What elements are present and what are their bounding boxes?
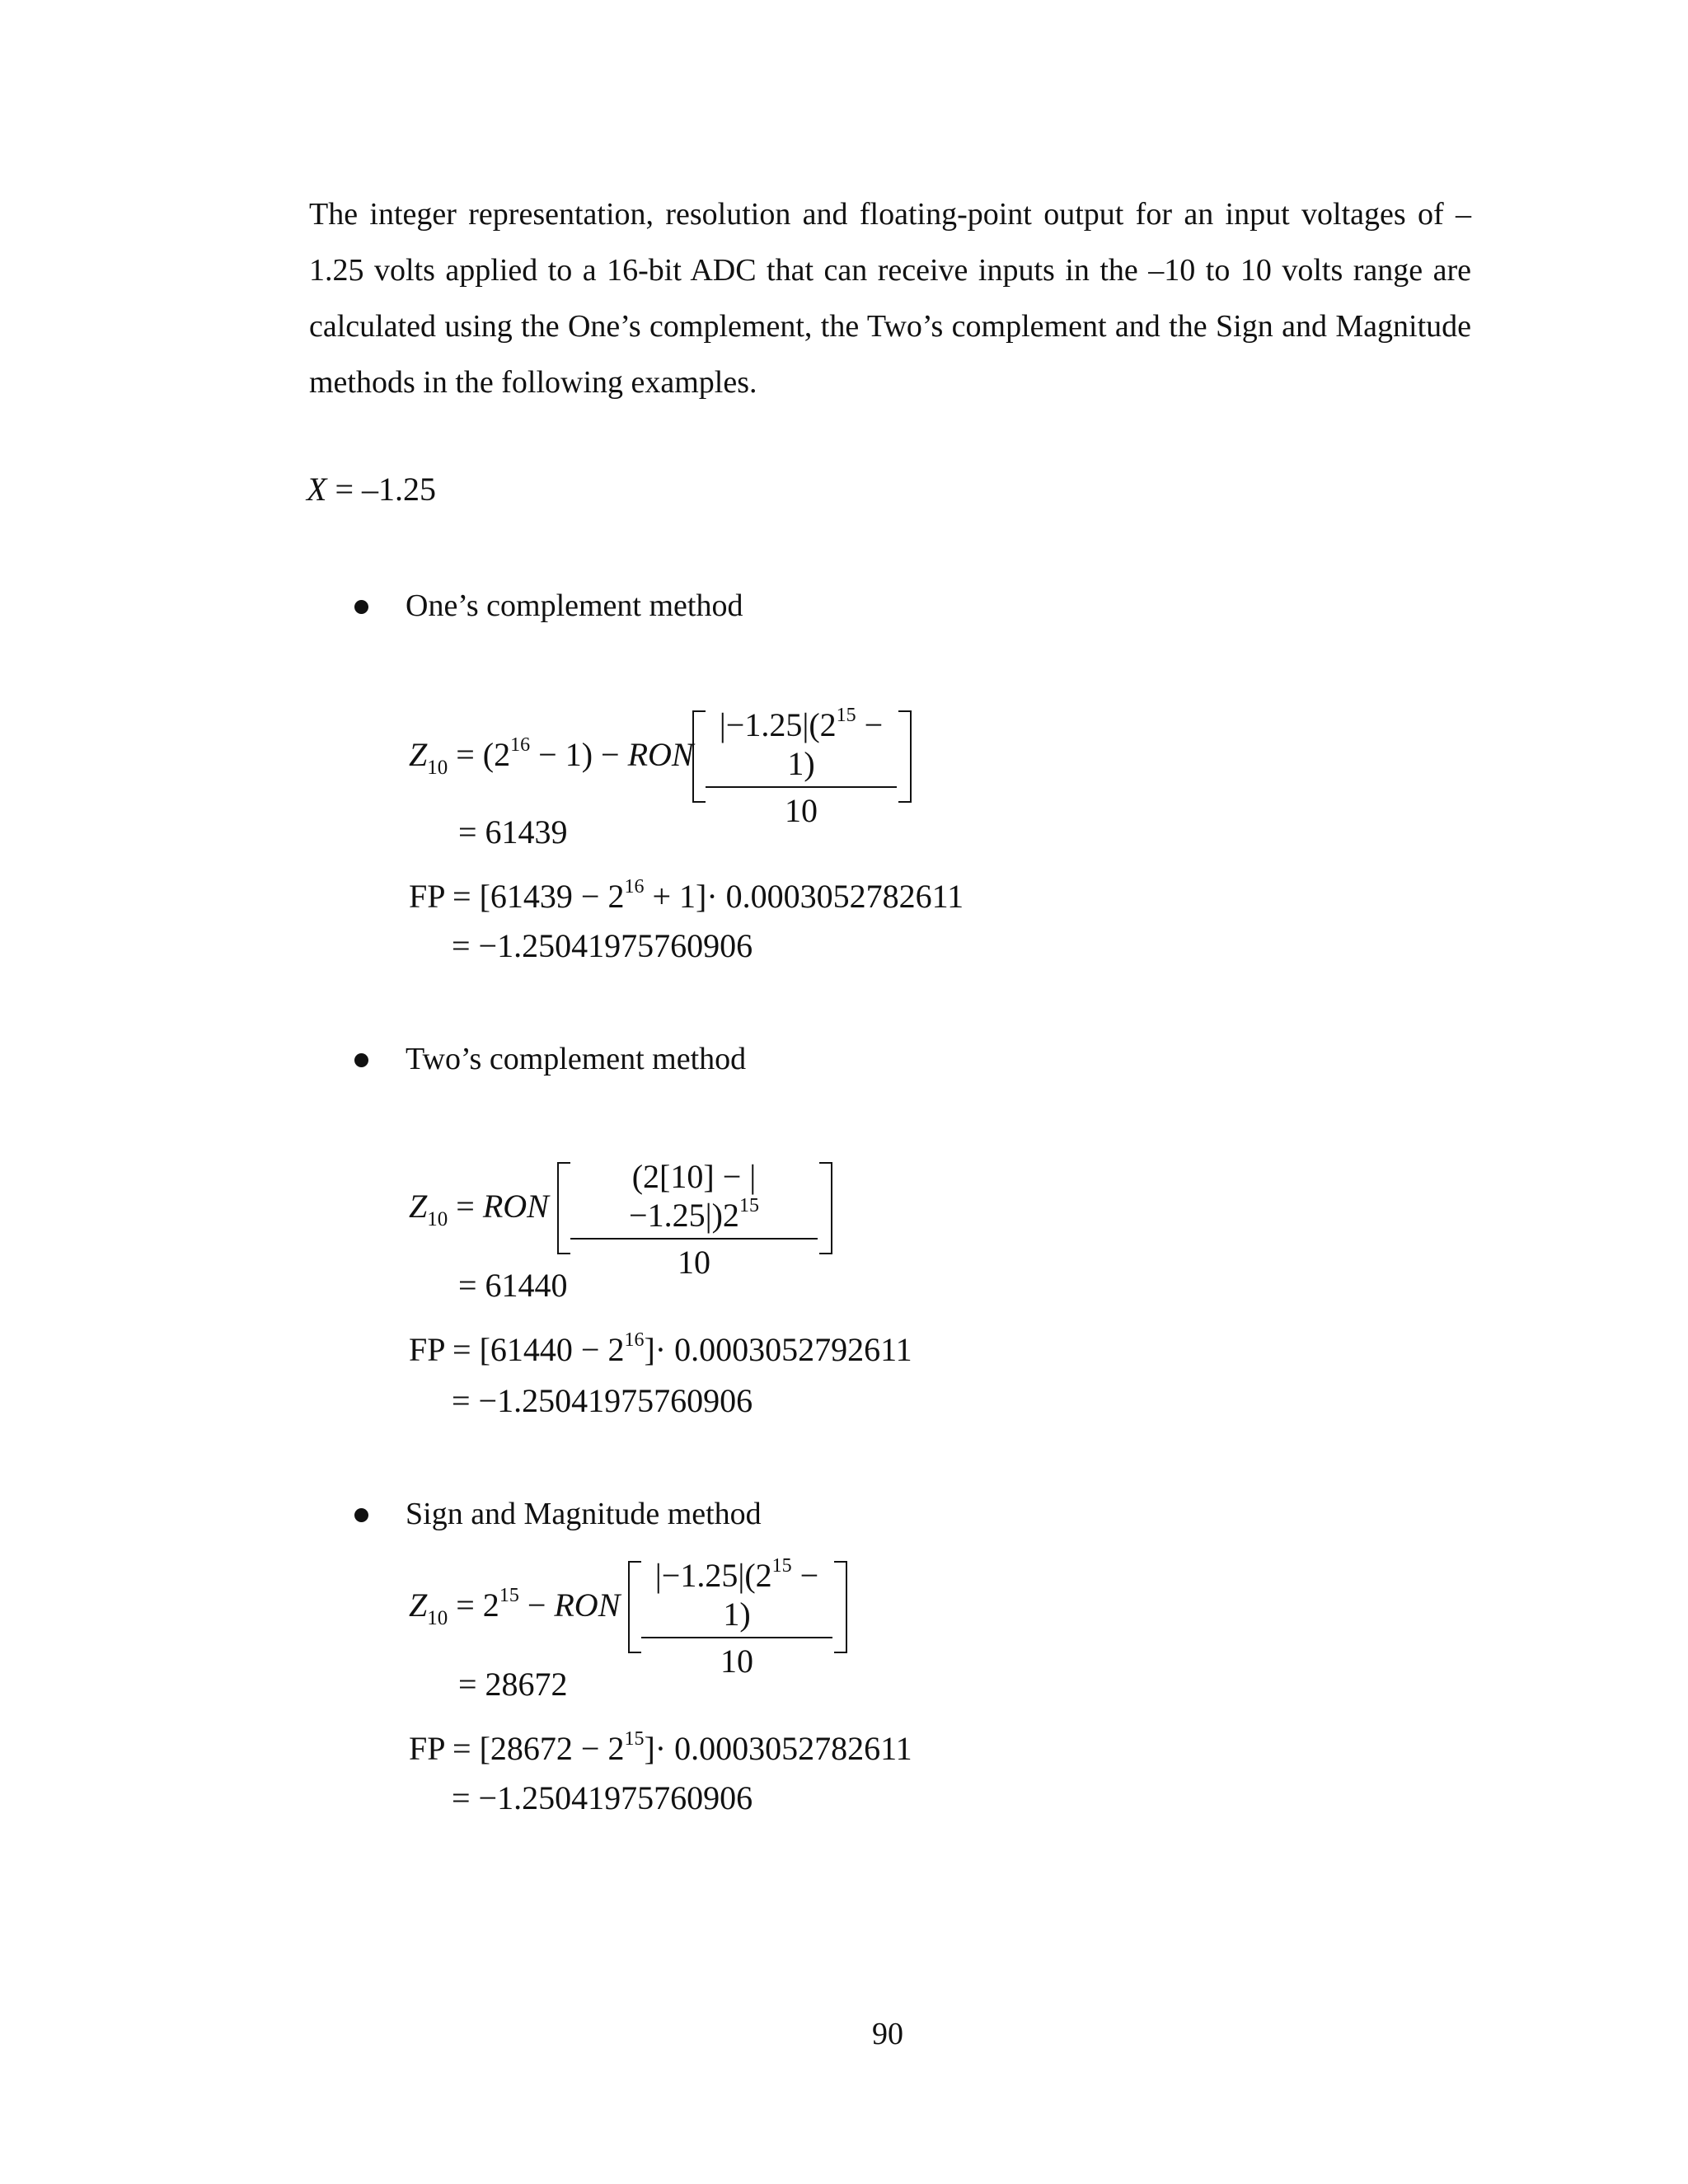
fraction-bar (706, 786, 897, 788)
right-bracket (834, 1561, 847, 1653)
sign-magnitude-fp-result: = −1.25041975760906 (452, 1779, 753, 1816)
one-complement-fp-equation: FP = $[61439 - 2^{16} + 1]\cdot 0.0003052782611$ (409, 876, 964, 915)
sign-magnitude-z-equation: $Z_{10} = 2^{15}$ − RON (409, 1585, 621, 1629)
two-complement-fraction (570, 1157, 818, 1282)
section-title-sign-magnitude: Sign and Magnitude method (406, 1497, 762, 1531)
z-subscript: 10 (427, 757, 448, 779)
two-complement-result: = 61440 (458, 1267, 568, 1304)
one-complement-result: = 61439 (458, 813, 568, 851)
z-variable: Z (409, 736, 428, 773)
sign-magnitude-result: = 28672 (458, 1666, 568, 1703)
fraction-denominator: 10 (720, 1643, 753, 1680)
z-eq-part-a: = (2 (448, 736, 511, 773)
z-superscript: 16 (510, 734, 531, 756)
bullet-sign-magnitude (354, 1508, 368, 1522)
x-definition (307, 470, 436, 509)
bullet-one-complement (354, 600, 368, 614)
section-title-one-complement: One’s complement method (406, 588, 743, 623)
ron-function: RON (554, 1586, 621, 1624)
page-number: 90 (872, 2017, 903, 2051)
two-complement-fp-result: = −1.25041975760906 (452, 1382, 753, 1419)
sign-magnitude-fraction (641, 1556, 832, 1680)
two-complement-fp-equation: FP = $[61440 - 2^{16}]\cdot 0.0003052792611$ (409, 1329, 912, 1368)
one-complement-fp-result: = −1.25041975760906 (452, 927, 753, 964)
left-bracket (557, 1162, 570, 1254)
section-title-two-complement: Two’s complement method (406, 1042, 747, 1076)
x-variable: X (307, 471, 327, 508)
intro-paragraph: The integer representation, resolution and floating-point output for an input voltages of – 1.25 volts applied to a 16-bit ADC that can receive inputs in the –10 to 10 volts range are calculated using the One’s complement, the Two’s complement and the Sign and Magnitude methods in the following examples. (309, 197, 1471, 400)
one-complement-fraction (706, 705, 897, 830)
two-complement-z-equation: $Z_{10}$ = RON (409, 1188, 549, 1230)
left-bracket (692, 710, 706, 803)
fraction-denominator: 10 (785, 792, 818, 829)
fraction-numerator: $(2[10] - |-1.25|)2^{15}$ (629, 1158, 759, 1234)
z-eq-part-b: − 1) − (530, 736, 628, 773)
fraction-numerator: $|-1.25|(2^{15} - 1)$ (719, 705, 884, 782)
one-complement-z-equation (409, 734, 694, 779)
ron-function: RON (482, 1188, 549, 1225)
fraction-bar (570, 1238, 818, 1240)
x-value: = –1.25 (326, 471, 436, 508)
fraction-denominator: 10 (678, 1244, 710, 1281)
bullet-two-complement (354, 1053, 368, 1067)
right-bracket (898, 710, 912, 803)
fraction-numerator: $|-1.25|(2^{15} - 1)$ (654, 1555, 819, 1633)
ron-function: RON (627, 736, 694, 773)
sign-magnitude-fp-equation: FP = $[28672 - 2^{15}]\cdot 0.0003052782611$ (409, 1728, 912, 1767)
right-bracket (819, 1162, 832, 1254)
left-bracket (628, 1561, 641, 1653)
fraction-bar (641, 1637, 832, 1638)
